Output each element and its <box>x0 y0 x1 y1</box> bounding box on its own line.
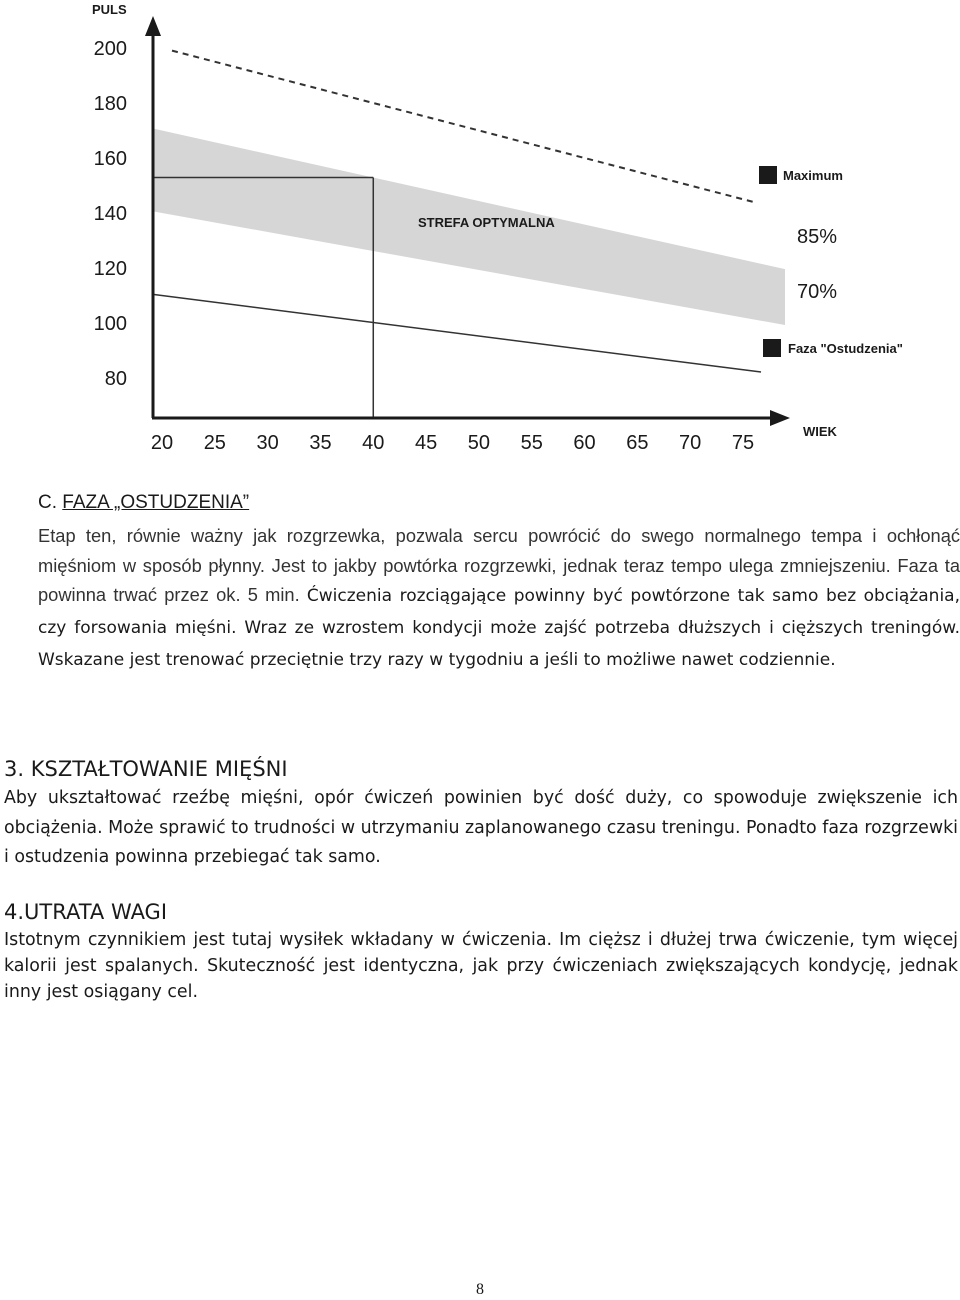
y-tick-label: 180 <box>93 93 127 115</box>
section-4-body: Istotnym czynnikiem jest tutaj wysiłek wkładany w ćwiczenia. Im cięższ i dłużej trwa ćwiczenie, tym więcej kalorii jest spalanych. Skuteczność jest identyczna, jak przy ćwiczeniach zwiększających kondycję, jednak inny jest osiągany cel. <box>4 930 958 1002</box>
section-c-body-part2: Ćwiczenia rozciągające powinny być powtórzone tak samo bez obciążania, czy forsowania mięśni. Wraz ze wzrostem kondycji może zajść potrzeba dłuższych i cięższych treningów. Wskazane jest trenować przeciętnie trzy razy w tygodniu a jeśli to możliwe nawet codziennie. <box>38 586 960 670</box>
x-tick-label: 70 <box>679 432 702 454</box>
section-c-title: FAZA „OSTUDZENIA” <box>62 492 250 513</box>
percent-70-label: 70% <box>797 281 838 303</box>
percent-85-label: 85% <box>797 226 838 248</box>
section-3-body: Aby ukształtować rzeźbę mięśni, opór ćwiczeń powinien być dość duży, co spowoduje zwiększenie ich obciążenia. Może sprawić to trudności w utrzymaniu zaplanowanego czasu treningu. Ponadto faza rozgrzewki i ostudzenia powinna przebiegać tak samo. <box>4 788 958 867</box>
page-number: 8 <box>476 1281 484 1298</box>
cooldown-marker <box>763 339 781 357</box>
y-tick-label: 200 <box>93 38 127 60</box>
y-axis-label: PULS <box>92 2 127 17</box>
heart-rate-chart <box>0 0 960 470</box>
x-tick-label: 20 <box>150 432 174 454</box>
x-tick-label: 50 <box>467 432 491 454</box>
section-c-prefix: C. <box>38 492 57 513</box>
section-3-title: 3. KSZTAŁTOWANIE MIĘŚNI <box>4 757 288 781</box>
x-axis-label: WIEK <box>803 424 837 439</box>
x-tick-label: 25 <box>203 432 226 454</box>
band-label: STREFA OPTYMALNA <box>418 215 555 230</box>
section-4-title: 4.UTRATA WAGI <box>4 900 168 924</box>
x-axis-arrow <box>770 410 790 426</box>
maximum-legend-label: Maximum <box>783 168 843 183</box>
y-tick-label: 160 <box>93 148 127 170</box>
section-c-body <box>38 521 960 676</box>
x-tick-label: 45 <box>414 432 438 454</box>
maximum-marker <box>759 166 777 184</box>
y-tick-label: 100 <box>93 313 127 335</box>
cooldown-line <box>153 294 761 372</box>
y-axis-arrow <box>145 16 161 36</box>
y-tick-label: 80 <box>104 368 127 390</box>
x-tick-label: 60 <box>573 432 596 454</box>
x-tick-label: 35 <box>309 432 332 454</box>
y-tick-label: 140 <box>93 203 127 225</box>
x-tick-label: 40 <box>362 432 385 454</box>
section-c-heading <box>38 492 249 514</box>
y-tick-label: 120 <box>93 258 127 280</box>
x-tick-label: 65 <box>626 432 649 454</box>
section-c-body-part1: Etap ten, równie ważny jak rozgrzewka, pozwala sercu powrócić do swego normalnego tempa i ochłonąć mięśniom w sposób płynny. Jest to jakby powtórka rozgrzewki, jednak teraz tempo ulega zmniejszeniu. Faza ta powinna trwać przez ok. 5 min. <box>38 525 960 606</box>
cooldown-legend-label: Faza "Ostudzenia" <box>788 341 903 356</box>
x-tick-label: 30 <box>256 432 279 454</box>
x-tick-label: 75 <box>731 432 755 454</box>
x-tick-label: 55 <box>520 432 543 454</box>
